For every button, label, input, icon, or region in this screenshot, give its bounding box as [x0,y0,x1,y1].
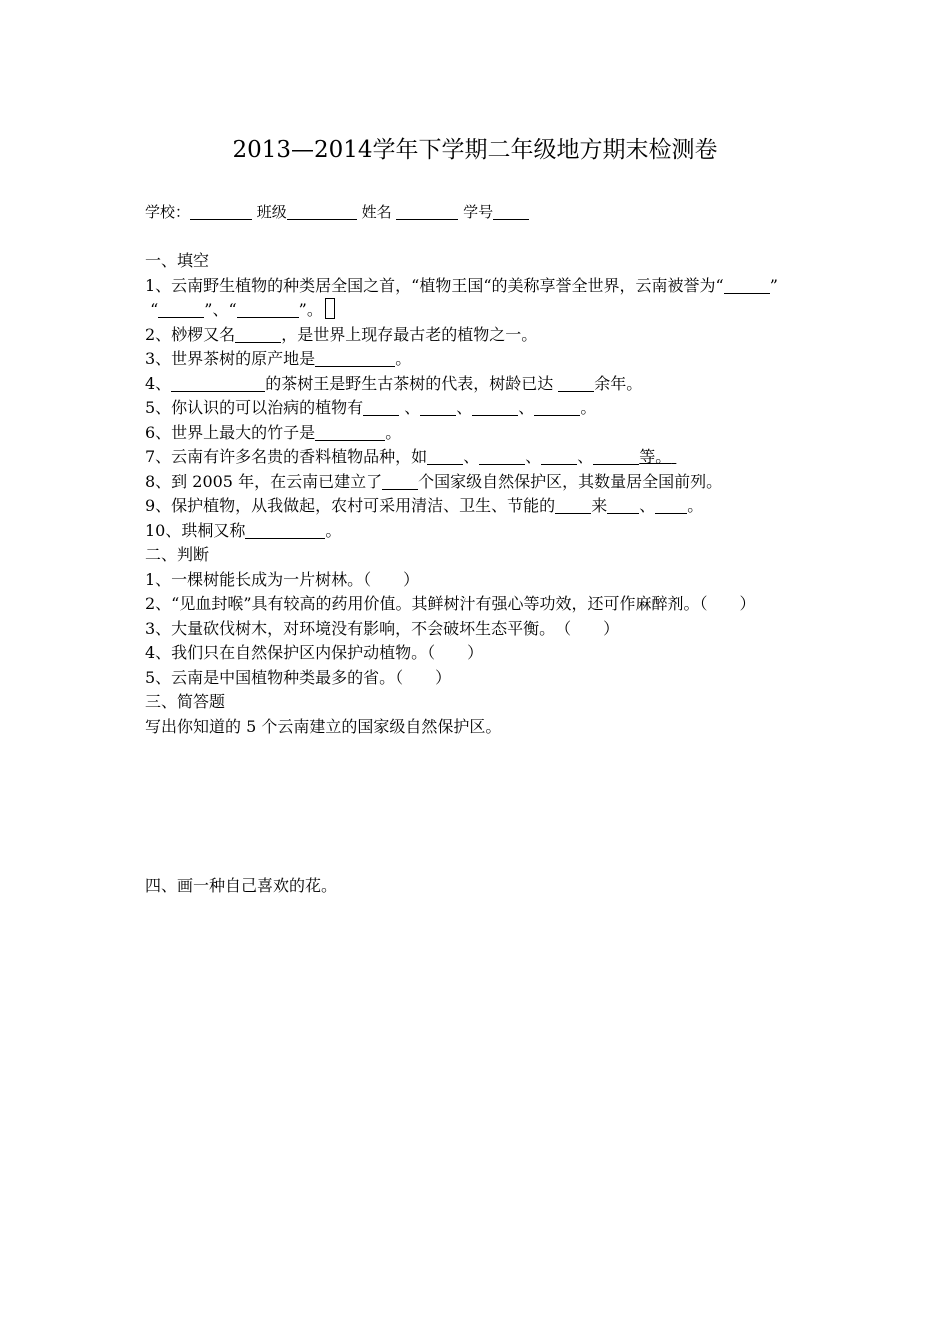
blank[interactable] [315,350,395,367]
section-2-heading: 二、判断 [145,545,210,564]
question-1-8: 8、到 2005 年，在云南已建立了 个国家级自然保护区，其数量居全国前列。 [145,471,723,491]
question-1-7: 7、云南有许多名贵的香料植物品种，如 、 、 、 等。 [145,447,672,466]
blank[interactable] [555,497,591,514]
section-4-heading: 四、画一种自己喜欢的花。 [145,876,338,895]
judge-item: 1、一棵树能长成为一片树林。（ ） [145,569,420,589]
blank[interactable] [724,277,770,294]
section-1-heading: 一、填空 [145,251,210,270]
question-1-4: 4、 的茶树王是野生古茶树的代表，树龄已达 余年。 [145,373,643,393]
blank[interactable] [479,448,525,465]
blank[interactable] [593,448,639,465]
exam-title: 2013—2014学年下学期二年级地方期末检测卷 [232,137,718,163]
blank[interactable] [245,522,325,539]
judge-item: 5、云南是中国植物种类最多的省。（ ） [145,667,452,687]
question-1-6: 6、世界上最大的竹子是 。 [145,422,402,442]
section-3-heading: 三、简答题 [145,692,226,711]
blank[interactable] [315,424,385,441]
question-1-1: 1、云南野生植物的种类居全国之首，“植物王国“的美称享誉全世界，云南被誉为“ ” [145,275,778,295]
blank[interactable] [655,497,687,514]
number-blank[interactable] [493,203,529,220]
question-1-9: 9、保护植物，从我做起，农村可采用清洁、卫生、节能的 来 、 。 [145,496,704,515]
short-answer-question: 写出你知道的 5 个云南建立的国家级自然保护区。 [145,716,502,736]
question-1-3: 3、世界茶树的原产地是 。 [145,349,412,368]
placeholder-box-icon [325,298,335,319]
name-blank[interactable] [396,203,458,220]
school-blank[interactable] [190,203,252,220]
blank[interactable] [558,375,594,392]
answer-space[interactable] [145,739,815,837]
blank[interactable] [382,473,418,490]
exam-body [145,249,815,899]
blank[interactable] [420,399,456,416]
blank[interactable] [158,301,204,318]
blank[interactable] [235,326,281,343]
question-1-10: 10、珙桐又称 。 [145,520,342,540]
blank[interactable] [534,399,580,416]
judge-item: 3、大量砍伐树木，对环境没有影响，不会破坏生态平衡。 （ ） [145,618,620,638]
judge-item: 2、“见血封喉”具有较高的药用价值。其鲜树汁有强心等功效，还可作麻醉剂。（ ） [145,594,756,613]
blank[interactable] [237,301,299,318]
question-1-1-cont: “ ”、“ ”。 [145,298,815,323]
blank[interactable] [607,497,639,514]
school-label: 学校： [145,203,191,221]
question-1-5: 5、你认识的可以治病的植物有 、 、 、 。 [145,398,597,417]
blank[interactable] [171,375,265,392]
name-label: 姓名 [361,203,392,221]
blank[interactable] [541,448,577,465]
blank[interactable] [472,399,518,416]
class-blank[interactable] [287,203,357,220]
question-1-2: 2、桫椤又名 ，是世界上现存最古老的植物之一。 [145,324,538,344]
blank[interactable] [427,448,463,465]
judge-item: 4、我们只在自然保护区内保护动植物。（ ） [145,643,484,662]
class-label: 班级 [256,203,287,221]
blank[interactable] [363,399,399,416]
student-info-line [145,201,529,223]
number-label: 学号 [463,203,494,221]
